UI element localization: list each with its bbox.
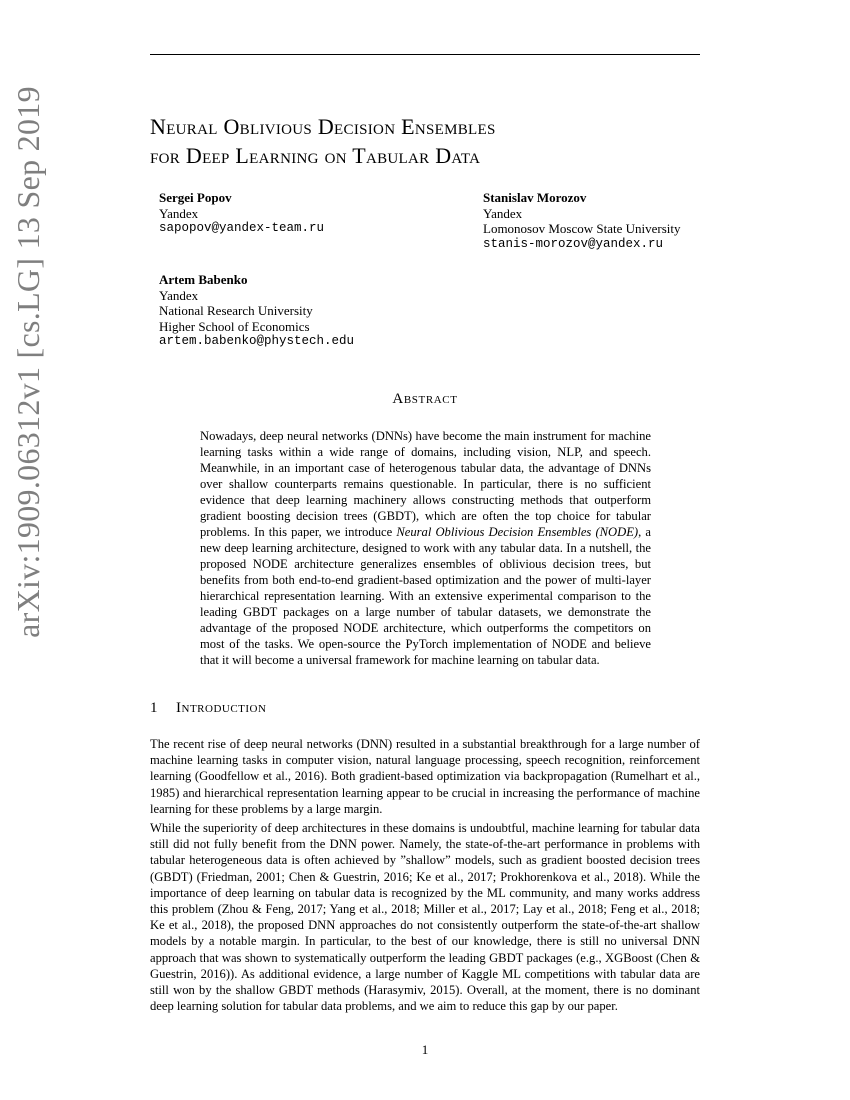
title-line-1: Neural Oblivious Decision Ensembles [150, 114, 496, 139]
author-affiliation: Higher School of Economics [159, 318, 310, 334]
abstract-heading: Abstract [392, 391, 458, 407]
author-affiliation: Lomonosov Moscow State University [483, 221, 681, 236]
author-name: Stanislav Morozov [483, 190, 587, 205]
title-line-2: for Deep Learning on Tabular Data [150, 143, 481, 168]
section-number: 1 [150, 700, 158, 716]
author-affiliation: Yandex [483, 205, 523, 221]
author-affiliation: Yandex [159, 205, 199, 221]
author-email[interactable]: sapopov@yandex-team.ru [159, 221, 325, 235]
top-rule [150, 54, 700, 55]
author-block-babenko [159, 272, 354, 350]
page-number: 1 [421, 1042, 429, 1057]
author-block-morozov [483, 190, 681, 252]
abstract-text-start: Nowadays, deep neural networks (DNNs) have become the main instrument for machine learning tasks within a wide range of domains, including vision, NLP, and speech. Meanwhile, in an important case of heterogenous tabular data, the advantage of DNNs over shallow counterparts remains questionable. In particular, there is no sufficient evidence that deep learning machinery allows constructing methods that outperform gradient boosting decision trees (GBDT), which are often the top choice for tabular problems. In this paper, we introduce [200, 429, 651, 539]
intro-paragraph-2: While the superiority of deep architectures in these domains is undoubtful, machine learning for tabular data still did not fully benefit from the DNN power. Namely, the state-of-the-art performance in problems with tabular heterogeneous data is often achieved by ”shallow” models, such as gradient boosted decision trees (GBDT) (Friedman, 2001; Chen & Guestrin, 2016; Ke et al., 2017; Prokhorenkova et al., 2018). While the importance of deep learning on tabular data is recognized by the ML community, and many works address this problem (Zhou & Feng, 2017; Yang et al., 2018; Miller et al., 2017; Lay et al., 2018; Feng et al., 2018; Ke et al., 2018), the proposed DNN approaches do not consistently outperform the state-of-the-art shallow models by a notable margin. In particular, to the best of our knowledge, there is still no universal DNN approach that was shown to systematically outperform the leading GBDT packages (e.g., XGBoost (Chen & Guestrin, 2016)). As additional evidence, a large number of Kaggle ML competitions with tabular data are still won by the shallow GBDT methods (Harasymiv, 2015). Overall, at the moment, there is no dominant deep learning solution for tabular data problems, and we aim to reduce this gap by our paper. [150, 821, 700, 1014]
abstract-text-end: , a new deep learning architecture, designed to work with any tabular data. In a nutshell, the proposed NODE architecture generalizes ensembles of oblivious decision trees, but benefits from both end-to-end gradient-based optimization and the power of multi-layer hierarchical representation learning. With an extensive experimental comparison to the leading GBDT packages on a large number of tabular datasets, we demonstrate the advantage of the proposed NODE architecture, which outperforms the competitors on most of the tasks. We open-source the PyTorch implementation of NODE and believe that it will become a universal framework for machine learning on tabular data. [200, 525, 651, 667]
author-affiliation: Yandex [159, 287, 199, 303]
author-block-popov [159, 190, 324, 237]
author-affiliation: National Research University [159, 303, 313, 318]
section-heading [150, 700, 266, 717]
paper-title [150, 112, 710, 170]
intro-paragraph-1: The recent rise of deep neural networks (DNN) resulted in a substantial breakthrough for a large number of machine learning tasks in computer vision, natural language processing, speech recognition, reinforcement learning (Goodfellow et al., 2016). Both gradient-based optimization via backpropagation (Rumelhart et al., 1985) and hierarchical representation learning appear to be crucial in increasing the performance of machine learning for these problems by a large margin. [150, 737, 700, 816]
section-title: Introduction [176, 700, 267, 716]
author-name: Sergei Popov [159, 190, 232, 205]
author-name: Artem Babenko [159, 272, 248, 287]
author-email[interactable]: stanis-morozov@yandex.ru [483, 236, 664, 251]
author-email[interactable]: artem.babenko@phystech.edu [159, 334, 355, 348]
abstract-body [200, 428, 651, 668]
arxiv-stamp: arXiv:1909.06312v1 [cs.LG] 13 Sep 2019 [10, 86, 46, 638]
abstract-emphasis: Neural Oblivious Decision Ensembles (NODE) [396, 525, 639, 539]
